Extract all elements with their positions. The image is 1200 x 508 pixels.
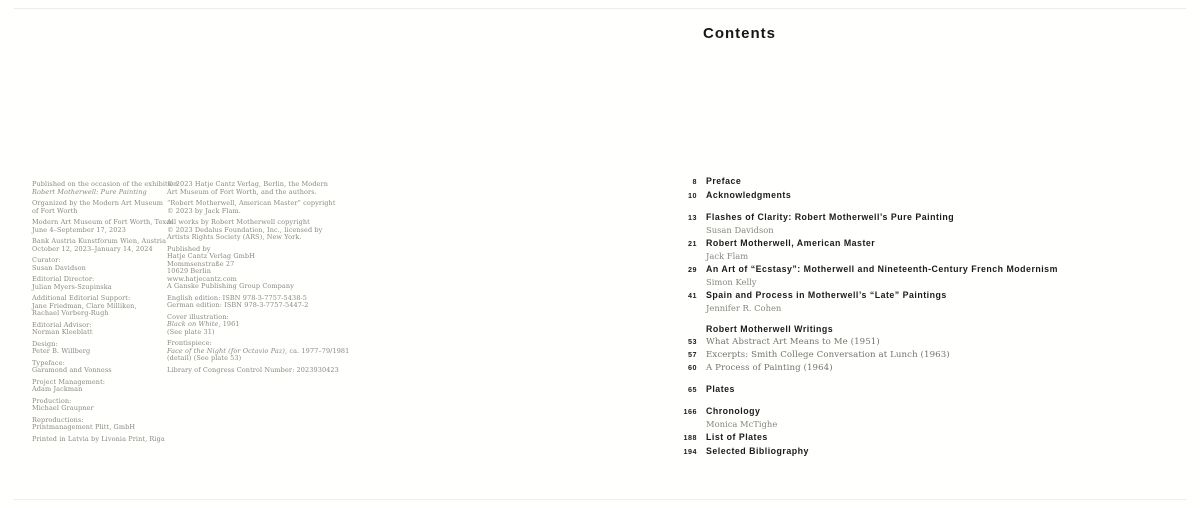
colophon-line: Production:	[32, 396, 72, 405]
colophon-line: Peter B. Willberg	[32, 347, 91, 355]
colophon-line: Julian Myers-Szupinska	[32, 282, 112, 291]
toc-page-number: 57	[688, 350, 697, 359]
toc-page-number: 13	[688, 213, 697, 222]
colophon-line: Curator:	[32, 256, 61, 264]
colophon-line: June 4–September 17, 2023	[32, 225, 126, 234]
toc-entry	[671, 190, 1171, 201]
colophon-line: Bank Austria Kunstforum Wien, Austria	[32, 237, 167, 245]
toc-page-number: 8	[692, 177, 697, 186]
toc-entry	[671, 290, 1171, 301]
page-bottom-edge	[14, 499, 1186, 500]
colophon-paragraph	[32, 295, 164, 318]
colophon-paragraph	[167, 295, 307, 310]
colophon-line: (detail) (See plate 53)	[167, 354, 242, 362]
toc-entry	[671, 212, 1171, 223]
toc-entry-title: Chronology	[706, 406, 761, 416]
colophon-line: Susan Davidson	[32, 263, 86, 272]
colophon-line: A Ganske Publishing Group Company	[167, 282, 294, 290]
toc-entry	[671, 384, 1171, 395]
toc-entry	[671, 432, 1171, 443]
toc-entry-title: List of Plates	[706, 432, 768, 442]
colophon-paragraph	[167, 180, 328, 196]
colophon-line: Face of the Night (for Octavio Paz), ca. 1977–79/1981	[167, 346, 350, 355]
colophon-line: “Robert Motherwell, American Master” copyright	[167, 199, 336, 207]
colophon-column-1	[32, 180, 179, 447]
colophon-paragraph	[167, 339, 350, 363]
toc-entry-author: Simon Kelly	[706, 277, 757, 287]
toc-entry-author: Jack Flam	[706, 251, 749, 261]
colophon-line: of Fort Worth	[32, 206, 78, 215]
toc-page-number: 29	[688, 265, 697, 274]
colophon-line: Modern Art Museum of Fort Worth, Texas	[32, 218, 174, 226]
colophon-line: © 2023 Hatje Cantz Verlag, Berlin, the Modern	[167, 180, 328, 188]
toc-page-number: 65	[688, 385, 697, 394]
colophon-paragraph	[32, 379, 164, 394]
colophon-line: German edition: ISBN 978-3-7757-5447-2	[167, 301, 309, 309]
toc-entry	[671, 238, 1171, 249]
colophon-column-2	[167, 180, 350, 378]
toc-entry-title: Selected Bibliography	[706, 446, 809, 456]
toc-entry	[671, 176, 1171, 187]
colophon-paragraph	[32, 257, 164, 272]
toc-entry	[671, 406, 1171, 417]
colophon-line: Editorial Director:	[32, 275, 95, 283]
toc-section	[671, 406, 1171, 457]
colophon-paragraph	[32, 436, 164, 444]
colophon-line: Norman Kleeblatt	[32, 328, 93, 336]
colophon-line: Typeface:	[32, 358, 65, 367]
colophon-line: Black on White, 1961	[167, 320, 240, 328]
colophon-line: Artists Rights Society (ARS), New York.	[167, 233, 302, 241]
toc-section	[671, 212, 1171, 313]
colophon-line: Library of Congress Control Number: 2023930423	[167, 365, 339, 374]
toc-entry-title: Robert Motherwell, American Master	[706, 238, 876, 248]
colophon-paragraph	[32, 398, 164, 413]
toc-entry-author: Monica McTighe	[706, 419, 778, 429]
colophon-line: Printmanagement Plitt, GmbH	[32, 423, 136, 431]
toc-entry	[671, 446, 1171, 457]
page-title: Contents	[703, 25, 776, 42]
colophon-paragraph	[32, 360, 164, 375]
page-top-edge	[14, 8, 1186, 9]
colophon-paragraph	[167, 246, 307, 291]
colophon-line: Art Museum of Fort Worth, and the authors.	[167, 187, 317, 196]
colophon-paragraph	[167, 218, 323, 242]
colophon-line: Frontispiece:	[167, 339, 212, 347]
colophon-line: Jane Friedman, Clare Milliken,	[32, 301, 137, 310]
colophon-line: October 12, 2023–January 14, 2024	[32, 244, 153, 253]
colophon-line: Organized by the Modern Art Museum	[32, 199, 164, 207]
toc-section	[671, 324, 1171, 373]
toc-entry	[671, 324, 1171, 334]
colophon-line: Published on the occasion of the exhibition	[32, 180, 179, 188]
colophon-paragraph	[167, 314, 307, 337]
colophon-line: www.hatjecantz.com	[167, 274, 237, 283]
toc-entry-title: What Abstract Art Means to Me (1951)	[706, 337, 880, 347]
colophon-line: Mommsenstraße 27	[167, 259, 235, 268]
toc-entry-title: Robert Motherwell Writings	[706, 324, 834, 334]
toc-entry-title: Flashes of Clarity: Robert Motherwell’s Pure Painting	[706, 212, 955, 222]
colophon-paragraph	[167, 199, 336, 215]
colophon-line: Garamond and Vonness	[32, 366, 112, 374]
toc-section	[671, 384, 1171, 395]
colophon-line: 10629 Berlin	[167, 267, 212, 275]
toc-page-number: 41	[688, 291, 697, 300]
colophon-paragraph	[167, 365, 339, 375]
colophon-paragraph	[32, 276, 164, 291]
colophon-line: All works by Robert Motherwell copyright	[167, 218, 310, 226]
table-of-contents	[671, 176, 1171, 460]
colophon-line: Hatje Cantz Verlag GmbH	[167, 252, 255, 260]
colophon-paragraph	[32, 237, 167, 253]
toc-entry-author: Susan Davidson	[706, 225, 774, 235]
colophon-line: © 2023 by Jack Flam.	[167, 206, 241, 215]
colophon-line: Published by	[167, 244, 211, 253]
colophon-line: Cover illustration:	[167, 312, 229, 321]
colophon-paragraph	[32, 218, 174, 234]
colophon-line	[32, 189, 164, 197]
colophon-line: Printed in Latvia by Livonia Print, Riga	[32, 434, 165, 443]
toc-entry-title: Preface	[706, 176, 742, 186]
toc-page-number: 21	[688, 239, 697, 248]
toc-entry	[671, 264, 1171, 275]
toc-entry-title: An Art of “Ecstasy”: Motherwell and Nineteenth-Century French Modernism	[706, 264, 1058, 274]
colophon-line: (See plate 31)	[167, 327, 215, 336]
toc-entry-title: Excerpts: Smith College Conversation at Lunch (1963)	[706, 350, 950, 360]
toc-entry-title: Plates	[706, 384, 735, 394]
toc-page-number: 10	[688, 191, 697, 200]
italic-text: Face of the Night (for Octavio Paz)	[167, 346, 286, 355]
toc-section	[671, 176, 1171, 201]
colophon-line: Reproductions:	[32, 415, 84, 424]
colophon-paragraph	[32, 417, 164, 432]
colophon-line: Adam Jackman	[32, 385, 83, 393]
colophon-paragraph	[32, 200, 164, 215]
toc-entry-title: A Process of Painting (1964)	[706, 363, 833, 373]
toc-page-number: 188	[683, 433, 697, 442]
toc-page-number: 166	[683, 407, 697, 416]
colophon-line: Michael Graupner	[32, 404, 94, 412]
toc-page-number: 53	[688, 337, 697, 346]
colophon-line: Rachael Vorberg-Rugh	[32, 309, 109, 317]
italic-text: Robert Motherwell: Pure Painting	[32, 187, 147, 196]
toc-page-number: 194	[683, 447, 697, 456]
toc-entry	[671, 350, 1171, 360]
toc-entry-title: Acknowledgments	[706, 190, 792, 200]
colophon-line: Design:	[32, 339, 58, 348]
colophon-line: English edition: ISBN 978-3-7757-5438-5	[167, 293, 307, 302]
toc-entry-title: Spain and Process in Motherwell’s “Late” Paintings	[706, 290, 947, 300]
toc-entry	[671, 337, 1171, 347]
colophon-paragraph	[32, 322, 164, 337]
toc-entry-author: Jennifer R. Cohen	[706, 303, 782, 313]
colophon-line: © 2023 Dedalus Foundation, Inc., licensed by	[167, 225, 323, 234]
colophon-line: Project Management:	[32, 377, 106, 386]
colophon-line: Editorial Advisor:	[32, 320, 92, 329]
colophon-line: Additional Editorial Support:	[32, 294, 131, 302]
toc-entry	[671, 363, 1171, 373]
italic-text: Black on White	[167, 320, 219, 328]
colophon-paragraph	[32, 180, 179, 196]
colophon-paragraph	[32, 341, 164, 356]
toc-page-number: 60	[688, 363, 697, 372]
